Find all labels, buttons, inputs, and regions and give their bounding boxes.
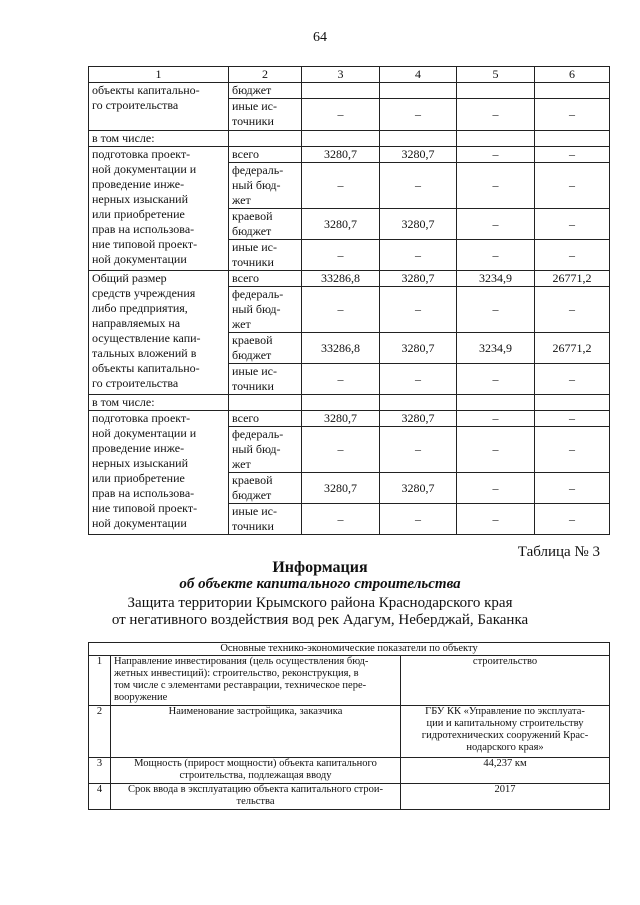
- table-cell: –: [457, 411, 535, 427]
- row-value: 44,237 км: [401, 758, 610, 784]
- source-label: федераль- ный бюд- жет: [229, 163, 302, 209]
- table-cell: –: [457, 427, 535, 473]
- funding-table: [88, 66, 610, 535]
- section-label: в том числе:: [89, 131, 229, 147]
- row-number: 2: [89, 706, 111, 758]
- table-cell: 33286,8: [302, 271, 380, 287]
- object-indicators-table: [88, 642, 610, 810]
- table-cell: 3280,7: [380, 147, 457, 163]
- table-cell: –: [535, 287, 610, 333]
- table-cell: 3280,7: [302, 209, 380, 240]
- table-cell: –: [380, 163, 457, 209]
- column-header: 5: [457, 67, 535, 83]
- table-cell: 33286,8: [302, 333, 380, 364]
- table-cell: –: [535, 504, 610, 535]
- table-cell: 3280,7: [302, 473, 380, 504]
- source-label: краевой бюджет: [229, 209, 302, 240]
- table-cell: –: [457, 163, 535, 209]
- row-number: 4: [89, 784, 111, 810]
- table-cell: –: [380, 504, 457, 535]
- table-cell: –: [302, 427, 380, 473]
- table-cell: –: [302, 163, 380, 209]
- column-header: 3: [302, 67, 380, 83]
- table-cell: 3280,7: [302, 147, 380, 163]
- table-cell: –: [535, 427, 610, 473]
- source-label: иные ис- точники: [229, 240, 302, 271]
- table-cell: –: [380, 99, 457, 131]
- table-cell: –: [535, 147, 610, 163]
- column-header: 6: [535, 67, 610, 83]
- row-number: 3: [89, 758, 111, 784]
- row-label: Мощность (прирост мощности) объекта капитального строительства, подлежащая вводу: [111, 758, 401, 784]
- table-number: Таблица № 3: [517, 544, 600, 560]
- source-label: иные ис- точники: [229, 504, 302, 535]
- table-cell: 3280,7: [302, 411, 380, 427]
- table-cell: –: [380, 240, 457, 271]
- column-header: 4: [380, 67, 457, 83]
- table-cell: –: [302, 504, 380, 535]
- source-label: краевой бюджет: [229, 473, 302, 504]
- source-label: краевой бюджет: [229, 333, 302, 364]
- source-label: федераль- ный бюд- жет: [229, 287, 302, 333]
- source-label: всего: [229, 147, 302, 163]
- row-value: ГБУ КК «Управление по эксплуата- ции и капитальному строительству гидротехнических сооружений Крас- нодарского края»: [401, 706, 610, 758]
- row-label: подготовка проект- ной документации и проведение инже- нерных изысканий или приобретение прав на использова- ние типовой проект- ной документации: [89, 147, 229, 271]
- object-name-line-2: от негативного воздействия вод рек Адагум, Неберджай, Баканка: [111, 612, 529, 628]
- table-cell: –: [457, 364, 535, 395]
- source-label: федераль- ный бюд- жет: [229, 427, 302, 473]
- table-cell: –: [457, 209, 535, 240]
- table-cell: –: [380, 364, 457, 395]
- source-label: иные ис- точники: [229, 364, 302, 395]
- row-label: Срок ввода в эксплуатацию объекта капитального строи- тельства: [111, 784, 401, 810]
- section-label: в том числе:: [89, 395, 229, 411]
- table-cell: 3280,7: [380, 473, 457, 504]
- column-header: 2: [229, 67, 302, 83]
- table-header: Основные технико-экономические показатели по объекту: [89, 643, 610, 656]
- section-title: Информация: [272, 559, 368, 576]
- section-subtitle: об объекте капитального строительства: [179, 576, 461, 592]
- table-cell: –: [457, 473, 535, 504]
- table-cell: 26771,2: [535, 333, 610, 364]
- table-cell: –: [535, 473, 610, 504]
- row-value: строительство: [401, 656, 610, 706]
- row-label: Общий размер средств учреждения либо предприятия, направляемых на осуществление капи- тальных вложений в объекты капитально- го строительства: [89, 271, 229, 395]
- table-row: [89, 758, 610, 784]
- table-cell: –: [535, 240, 610, 271]
- table-cell: –: [457, 99, 535, 131]
- table-cell: 3280,7: [380, 333, 457, 364]
- table-row: [89, 784, 610, 810]
- source-label: иные ис- точники: [229, 99, 302, 131]
- table-row: [89, 656, 610, 706]
- row-number: 1: [89, 656, 111, 706]
- row-label: Наименование застройщика, заказчика: [111, 706, 401, 758]
- table-cell: –: [380, 427, 457, 473]
- table-cell: –: [535, 411, 610, 427]
- row-label: объекты капитально- го строительства: [89, 83, 229, 131]
- table-cell: –: [535, 209, 610, 240]
- table-cell: –: [302, 287, 380, 333]
- table-cell: 3280,7: [380, 411, 457, 427]
- table-cell: –: [535, 364, 610, 395]
- row-label: Направление инвестирования (цель осуществления бюд- жетных инвестиций): строительство, реконструкция, в том числе с элементами реставрации, техническое пере- вооружение: [111, 656, 401, 706]
- table-cell: –: [302, 99, 380, 131]
- source-label: бюджет: [229, 83, 302, 99]
- table-cell: 3234,9: [457, 271, 535, 287]
- page-number: 64: [313, 30, 327, 45]
- table-cell: –: [457, 504, 535, 535]
- row-label: подготовка проект- ной документации и проведение инже- нерных изысканий или приобретение прав на использова- ние типовой проект- ной документации: [89, 411, 229, 535]
- table-row: [89, 706, 610, 758]
- table-cell: –: [302, 364, 380, 395]
- row-value: 2017: [401, 784, 610, 810]
- table-cell: 3280,7: [380, 271, 457, 287]
- table-cell: –: [302, 240, 380, 271]
- table-cell: 26771,2: [535, 271, 610, 287]
- table-cell: –: [457, 147, 535, 163]
- table-header-row: [89, 67, 610, 83]
- table-cell: –: [457, 287, 535, 333]
- source-label: всего: [229, 271, 302, 287]
- table-cell: 3280,7: [380, 209, 457, 240]
- table-cell: –: [380, 287, 457, 333]
- table-cell: –: [457, 240, 535, 271]
- table-cell: –: [535, 163, 610, 209]
- table-cell: 3234,9: [457, 333, 535, 364]
- source-label: всего: [229, 411, 302, 427]
- table-cell: –: [535, 99, 610, 131]
- column-header: 1: [89, 67, 229, 83]
- object-name-line-1: Защита территории Крымского района Краснодарского края: [127, 595, 513, 611]
